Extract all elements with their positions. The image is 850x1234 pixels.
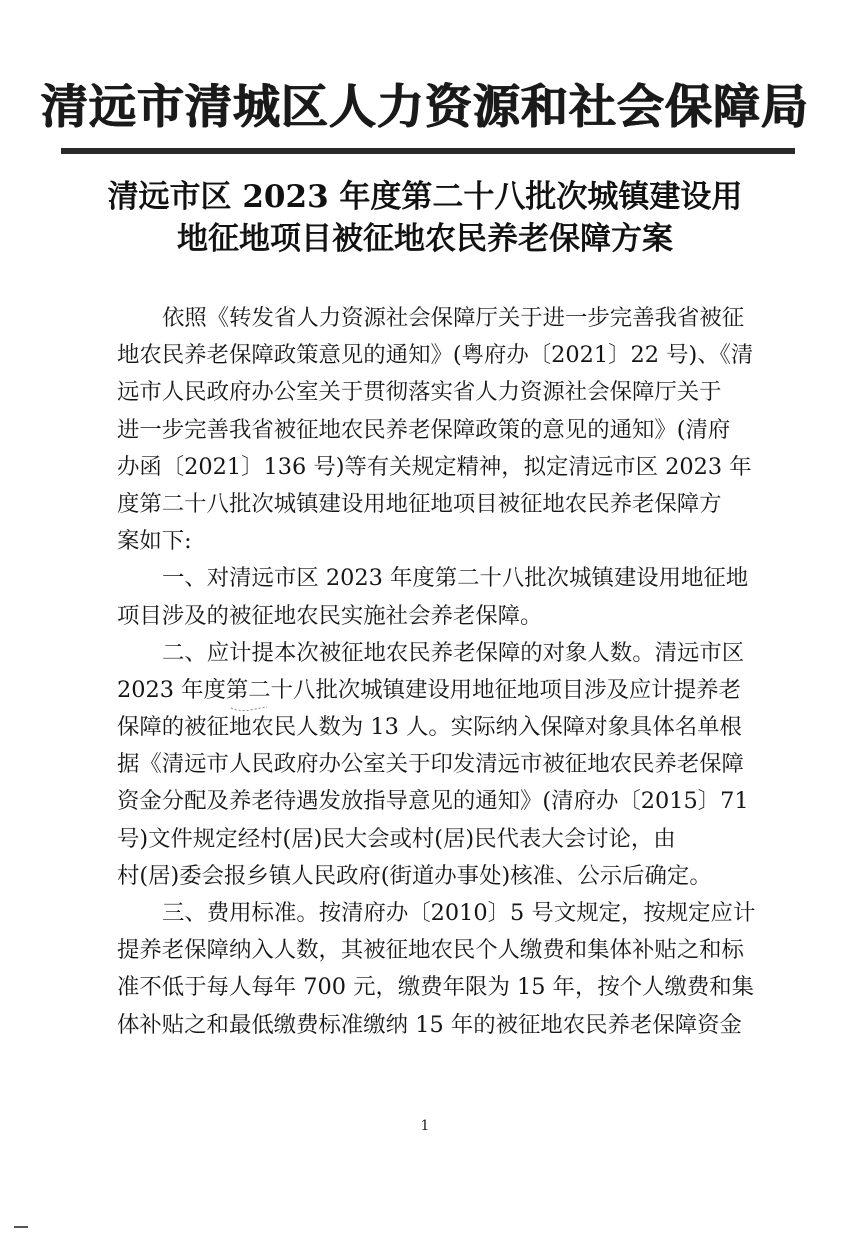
body-line: 办函〔2021〕136 号)等有关规定精神，拟定清远市区 2023 年 [117, 453, 752, 480]
body-line: 依照《转发省人力资源社会保障厅关于进一步完善我省被征 [162, 305, 745, 331]
body-line: 案如下: [117, 528, 192, 555]
letterhead-rule [61, 148, 795, 154]
body-line: 据《清远市人民政府办公室关于印发清远市被征地农民养老保障 [117, 751, 744, 778]
body-line: 三、费用标准。按清府办〔2010〕5 号文规定，按规定应计 [162, 900, 756, 926]
body-line: 项目涉及的被征地农民实施社会养老保障。 [117, 602, 543, 629]
page-number: 1 [420, 1118, 430, 1134]
body-line: 资金分配及养老待遇发放指导意见的通知》(清府办〔2015〕71 [117, 788, 749, 815]
body-line: 号)文件规定经村(居)民大会或村(居)民代表大会讨论，由 [117, 825, 676, 852]
body-line: 村(居)委会报乡镇人民政府(街道办事处)核准、公示后确定。 [117, 862, 712, 889]
body-line: 地农民养老保障政策意见的通知》(粤府办〔2021〕22 号)、《清 [117, 342, 754, 369]
letterhead-issuer: 清远市清城区人力资源和社会保障局 [41, 80, 809, 135]
title-line-2: 地征地项目被征地农民养老保障方案 [177, 221, 673, 257]
body-line: 度第二十八批次城镇建设用地征地项目被征地农民养老保障方 [117, 490, 722, 517]
title-line-1: 清远市区 2023 年度第二十八批次城镇建设用 [107, 179, 743, 215]
body-line: 保障的被征地农民人数为 13 人。实际纳入保障对象具体名单根 [117, 714, 742, 741]
body-line: 体补贴之和最低缴费标准缴纳 15 年的被征地农民养老保障资金 [117, 1011, 742, 1038]
document-body [117, 300, 756, 1044]
body-line: 准不低于每人每年 700 元，缴费年限为 15 年，按个人缴费和集 [117, 974, 755, 1001]
scan-artifact [14, 1226, 28, 1228]
body-line: 一、对清远市区 2023 年度第二十八批次城镇建设用地征地 [162, 565, 749, 592]
document-title [0, 176, 850, 260]
body-line: 二、应计提本次被征地农民养老保障的对象人数。清远市区 [162, 639, 745, 666]
pen-mark-decoration [230, 706, 268, 712]
body-line: 提养老保障纳入人数，其被征地农民个人缴费和集体补贴之和标 [117, 937, 744, 964]
body-line: 2023 年度第二十八批次城镇建设用地征地项目涉及应计提养老 [117, 676, 741, 703]
body-line: 进一步完善我省被征地农民养老保障政策的意见的通知》(清府 [117, 416, 731, 443]
body-line: 远市人民政府办公室关于贯彻落实省人力资源社会保障厅关于 [117, 379, 722, 406]
